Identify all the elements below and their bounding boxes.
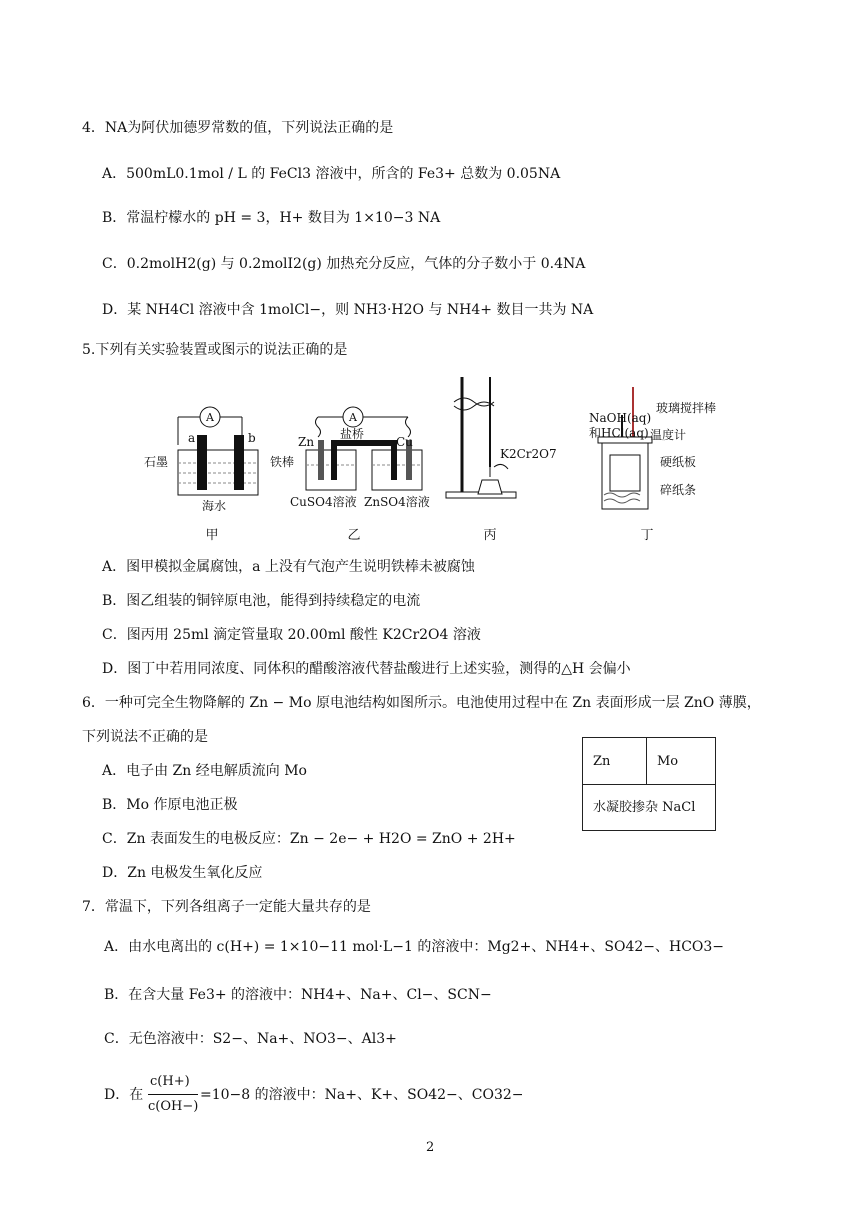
ding-left-line2: 和HCl(aq) [589,426,649,440]
jia-caption: 甲 [205,528,219,543]
bing-caption: 丙 [483,528,497,543]
jia-bottom-label: 海水 [202,499,227,513]
q7-d-numerator: c(H+) [150,1074,190,1089]
fraction-bar [148,1094,198,1095]
q5-option-b: B．图乙组装的铜锌原电池，能得到持续稳定的电流 [102,593,421,609]
yi-zn-label: Zn [298,435,315,449]
q7-option-a: A．由水电离出的 c(H+) = 1×10−11 mol·L−1 的溶液中：Mg2+、NH4+、SO42−、HCO3− [104,939,725,955]
jia-left-label: 石墨 [144,455,169,469]
q5-option-a: A．图甲模拟金属腐蚀，a 上没有气泡产生说明铁棒未被腐蚀 [102,559,475,575]
q6-stem: 6．一种可完全生物降解的 Zn − Mo 原电池结构如图所示。电池使用过程中在 Zn 表面形成一层 ZnO 薄膜， [82,695,761,711]
figure-yi [298,395,438,505]
q5-stem: 5.下列有关实验装置或图示的说法正确的是 [82,342,348,358]
jia-right-label: 铁棒 [270,455,295,469]
q6-option-a: A．电子由 Zn 经电解质流向 Mo [102,763,307,779]
ding-thermometer-label: 温度计 [650,428,687,442]
q6-option-b: B．Mo 作原电池正极 [102,797,238,813]
q4-option-d: D．某 NH4Cl 溶液中含 1molCl−，则 NH3·H2O 与 NH4+ 数目一共为 NA [102,302,594,318]
q6-stem-cont: 下列说法不正确的是 [82,729,208,745]
q6-option-d: D．Zn 电极发生氧化反应 [102,865,263,881]
ding-paper-label: 碎纸条 [660,483,697,497]
ding-stirrer-label: 玻璃搅拌棒 [656,401,717,415]
q4-option-c: C．0.2molH2(g) 与 0.2molI2(g) 加热充分反应，气体的分子数小于 0.4NA [102,256,586,272]
ding-cardboard-label: 硬纸板 [660,455,697,469]
q7-option-c: C．无色溶液中：S2−、Na+、NO3−、Al3+ [104,1031,397,1047]
q5-option-d: D．图丁中若用同浓度、同体积的醋酸溶液代替盐酸进行上述实验，测得的△H 会偏小 [102,661,631,677]
q7-stem: 7．常温下，下列各组离子一定能大量共存的是 [82,899,371,915]
yi-right-solution: ZnSO4溶液 [364,495,430,509]
yi-cu-label: Cu [396,435,413,449]
q7-option-d-suffix: =10−8 的溶液中：Na+、K+、SO42−、CO32− [200,1087,524,1103]
battery-electrolyte-cell: 水凝胶掺杂 NaCl [593,800,696,815]
ding-caption: 丁 [640,528,654,543]
figure-ding [590,385,660,515]
jia-a-label: a [188,431,196,445]
yi-left-solution: CuSO4溶液 [290,495,357,509]
jia-b-label: b [248,431,256,445]
page-number: 2 [426,1140,435,1155]
battery-mo-cell: Mo [657,754,679,769]
q4-option-a: A．500mL0.1mol / L 的 FeCl3 溶液中，所含的 Fe3+ 总数为 0.05NA [102,166,561,182]
yi-bridge-label: 盐桥 [340,427,365,441]
battery-diagram [582,737,716,831]
q6-option-c: C．Zn 表面发生的电极反应：Zn − 2e− + H2O = ZnO + 2H+ [102,831,516,847]
q4-stem: 4．NA为阿伏加德罗常数的值，下列说法正确的是 [82,120,394,136]
q7-option-d-prefix: D．在 [104,1087,144,1103]
figure-bing [440,372,550,512]
bing-reagent-label: K2Cr2O7 [500,447,557,461]
ding-left-line1: NaOH(aq) [589,411,652,425]
yi-ammeter-label: A [349,411,357,424]
q4-option-b: B．常温柠檬水的 pH = 3，H+ 数目为 1×10−3 NA [102,210,441,226]
q7-option-b: B．在含大量 Fe3+ 的溶液中：NH4+、Na+、Cl−、SCN− [104,987,492,1003]
q7-d-denominator: c(OH−) [148,1099,199,1114]
jia-ammeter-label: A [206,411,214,424]
battery-zn-cell: Zn [593,754,611,769]
q5-option-c: C．图丙用 25ml 滴定管量取 20.00ml 酸性 K2Cr2O4 溶液 [102,627,481,643]
yi-caption: 乙 [347,528,361,543]
